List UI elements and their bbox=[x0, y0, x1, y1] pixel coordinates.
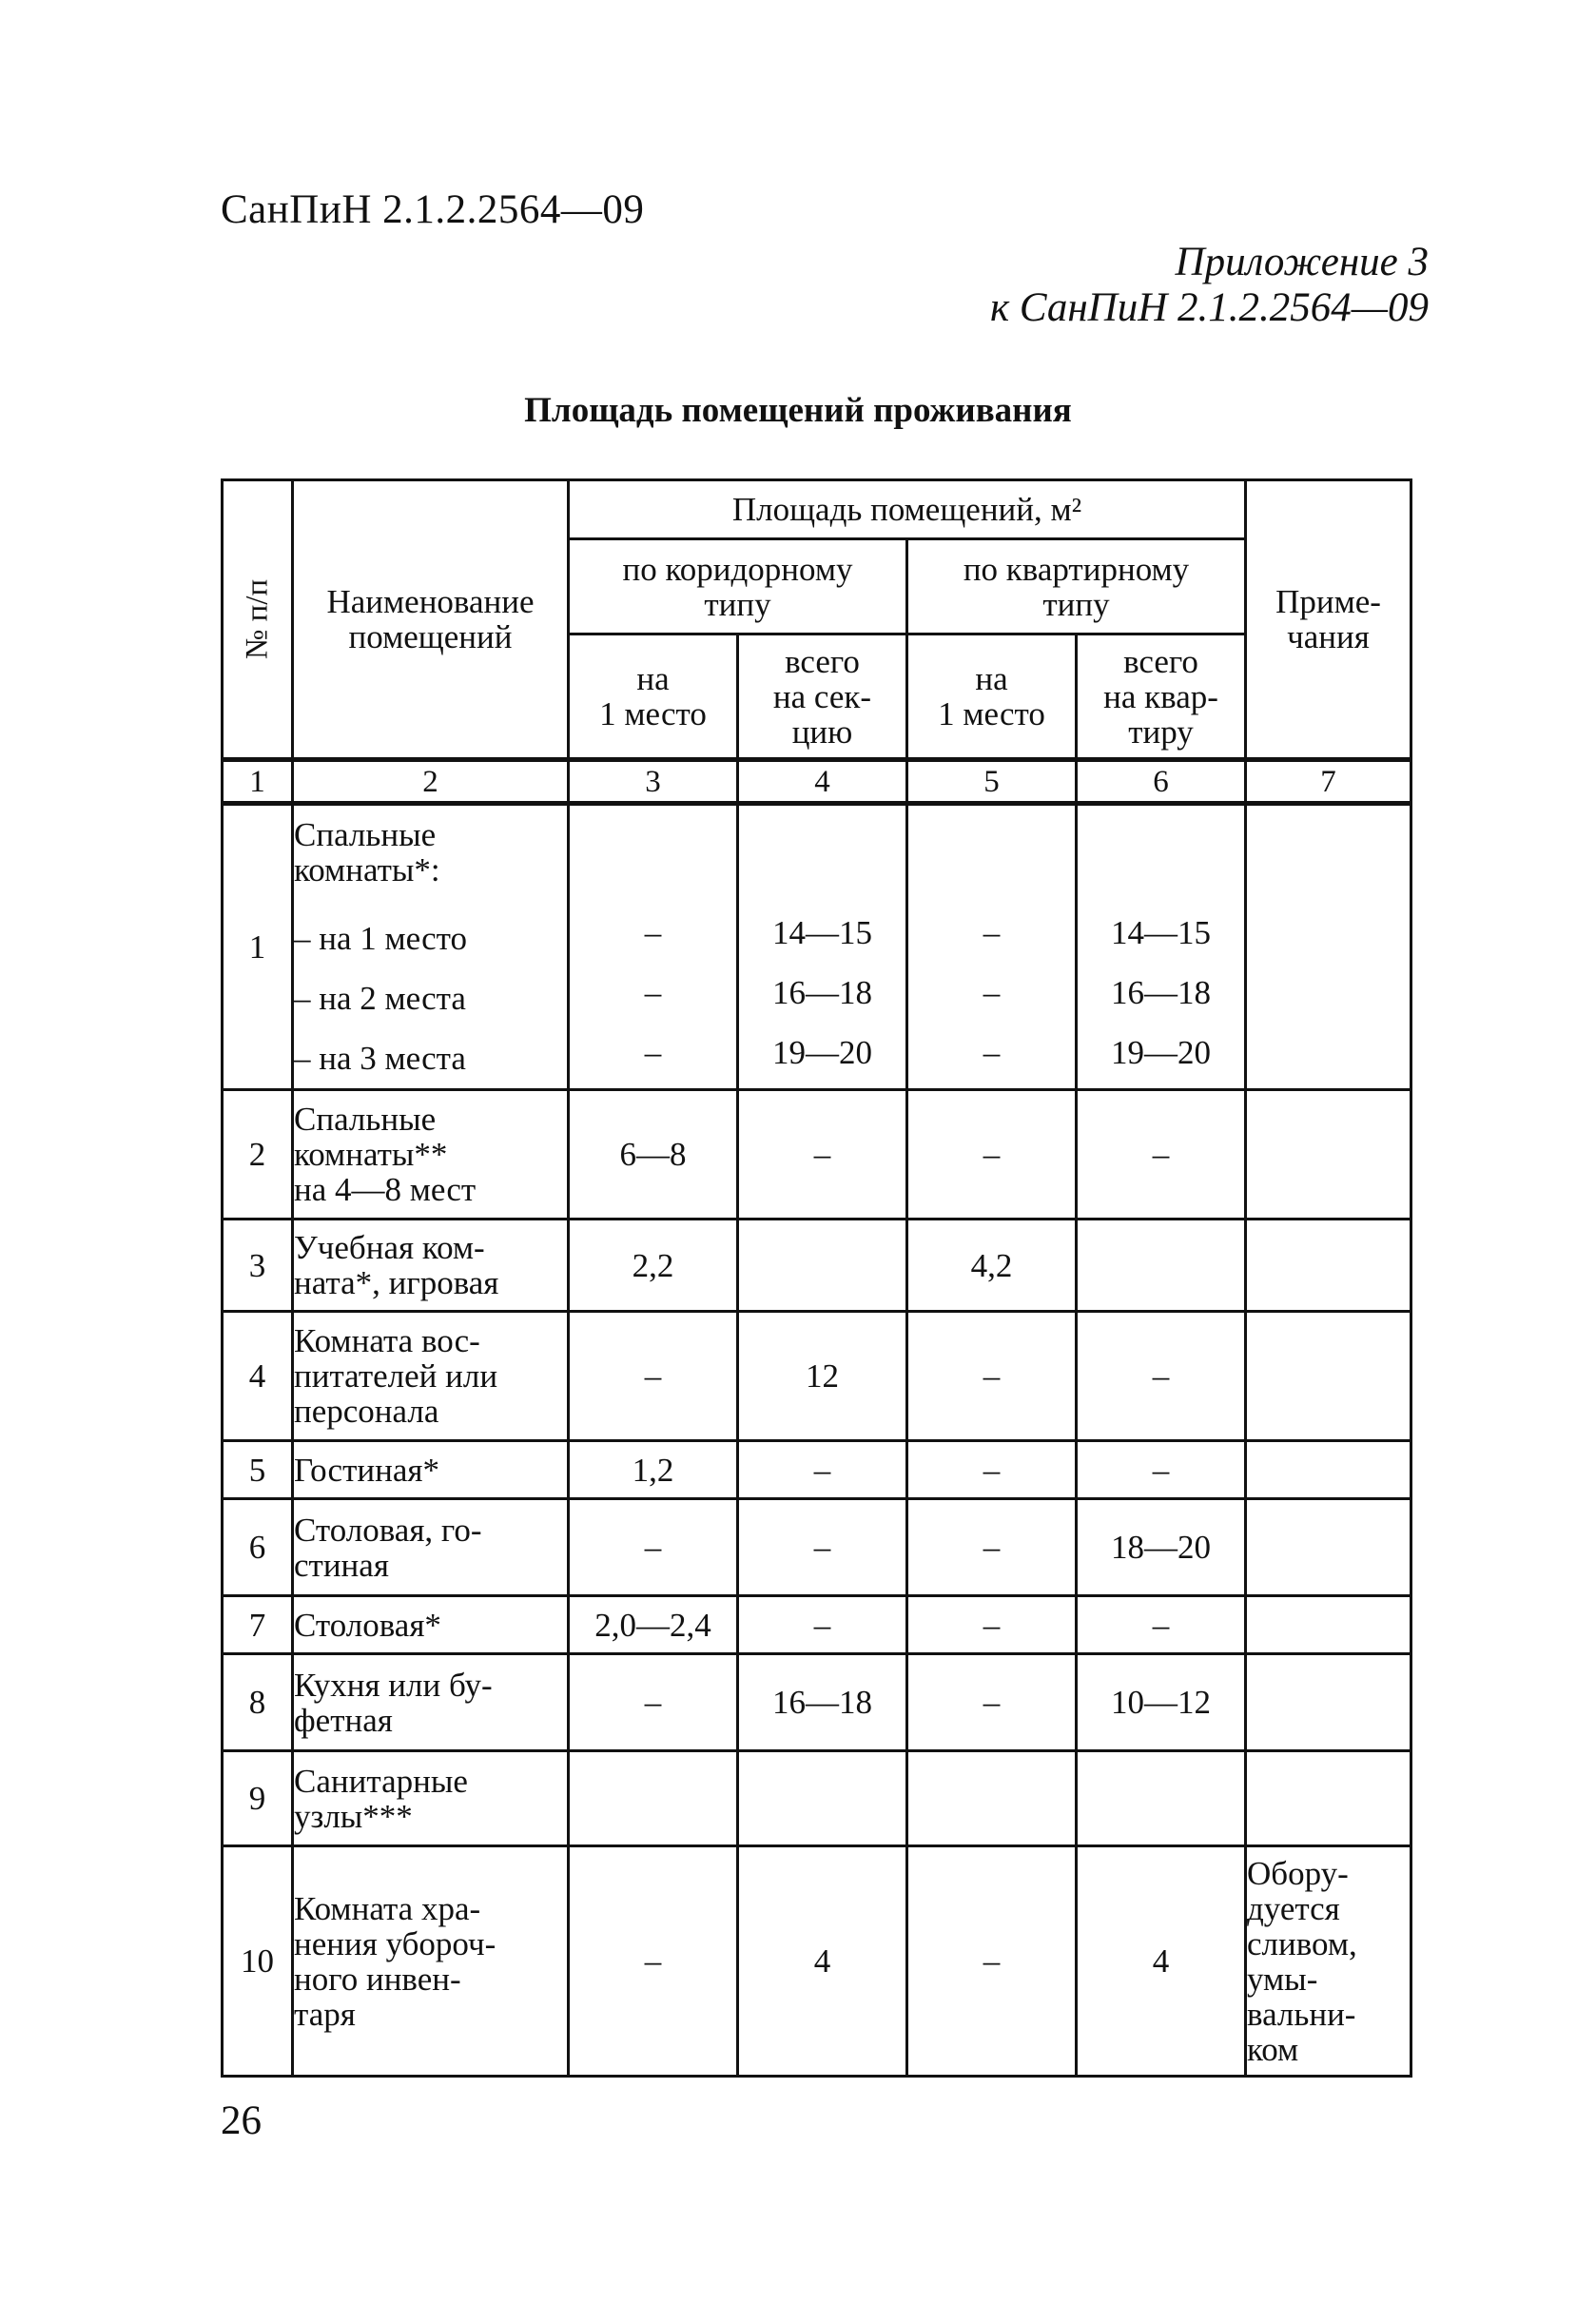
header-line: на bbox=[636, 660, 670, 697]
header-line: типу bbox=[1042, 585, 1110, 623]
value: – bbox=[738, 1090, 907, 1220]
value bbox=[738, 1751, 907, 1846]
room-name bbox=[293, 1090, 569, 1220]
value: – bbox=[644, 974, 662, 1011]
room-name-line: комнаты** bbox=[294, 1136, 448, 1173]
value: 10—12 bbox=[1077, 1654, 1246, 1751]
row-number: 7 bbox=[223, 1596, 293, 1654]
value bbox=[738, 1220, 907, 1312]
value: – bbox=[569, 1312, 738, 1441]
header-num-label: № п/п bbox=[240, 578, 274, 660]
value: – bbox=[569, 1499, 738, 1596]
room-name-line: ного инвен- bbox=[294, 1960, 461, 1998]
header-line: тиру bbox=[1128, 712, 1194, 751]
cell-notes bbox=[1246, 804, 1411, 1090]
value bbox=[1077, 1220, 1246, 1312]
room-name-line: Столовая, го- bbox=[294, 1511, 482, 1549]
value: – bbox=[983, 974, 1001, 1011]
value: – bbox=[1077, 1312, 1246, 1441]
room-name-line: Комната хра- bbox=[294, 1889, 481, 1927]
room-name-line: Учебная ком- bbox=[294, 1229, 485, 1266]
header-corridor-type bbox=[569, 539, 907, 634]
cell-notes bbox=[1246, 1499, 1411, 1596]
value: – bbox=[738, 1499, 907, 1596]
room-name bbox=[293, 1441, 569, 1499]
note-line: Обору- bbox=[1247, 1854, 1349, 1892]
room-name bbox=[293, 1596, 569, 1654]
table-row bbox=[223, 1220, 1411, 1312]
room-name-line: нения убороч- bbox=[294, 1924, 496, 1962]
column-index: 6 bbox=[1077, 760, 1246, 804]
value bbox=[1077, 1751, 1246, 1846]
cell-corridor-per-place bbox=[569, 804, 738, 1090]
header-name-line: помещений bbox=[348, 618, 513, 655]
value: 1,2 bbox=[569, 1441, 738, 1499]
table-row bbox=[223, 1312, 1411, 1441]
cell-notes bbox=[1246, 1312, 1411, 1441]
sub-item-label: – на 2 места bbox=[294, 980, 466, 1017]
value: 14—15 bbox=[1111, 914, 1211, 951]
row-number: 5 bbox=[223, 1441, 293, 1499]
header-notes-line: Приме- bbox=[1275, 583, 1381, 620]
header-row-number bbox=[223, 480, 293, 760]
room-name-line: комнаты*: bbox=[294, 851, 440, 888]
value: – bbox=[1077, 1090, 1246, 1220]
value bbox=[907, 1751, 1077, 1846]
value: 2,0—2,4 bbox=[569, 1596, 738, 1654]
cell-corridor-per-section bbox=[738, 804, 907, 1090]
note-line: дуется bbox=[1247, 1889, 1340, 1927]
cell-notes bbox=[1246, 1654, 1411, 1751]
header-line: 1 место bbox=[599, 695, 707, 732]
cell-notes bbox=[1246, 1441, 1411, 1499]
column-index: 4 bbox=[738, 760, 907, 804]
header-room-name bbox=[293, 480, 569, 760]
value: – bbox=[569, 1846, 738, 2077]
room-name-line: Спальные bbox=[294, 1101, 437, 1138]
value: 4,2 bbox=[907, 1220, 1077, 1312]
header-line: на bbox=[975, 660, 1008, 697]
room-name-line: Спальные bbox=[294, 816, 437, 853]
row-number: 2 bbox=[223, 1090, 293, 1220]
header-apartment-type bbox=[907, 539, 1246, 634]
note-line: умы- bbox=[1247, 1960, 1318, 1998]
area-table bbox=[221, 478, 1412, 2078]
column-index-row bbox=[223, 760, 1411, 804]
room-name bbox=[293, 1312, 569, 1441]
table-row bbox=[223, 1441, 1411, 1499]
value: 19—20 bbox=[1111, 1034, 1211, 1071]
room-name-line: Гостиная* bbox=[294, 1451, 439, 1489]
value: 4 bbox=[1077, 1846, 1246, 2077]
value: 14—15 bbox=[772, 914, 872, 951]
cell-apartment-total bbox=[1077, 804, 1246, 1090]
value: – bbox=[983, 1034, 1001, 1071]
row-number: 10 bbox=[223, 1846, 293, 2077]
value: – bbox=[1077, 1441, 1246, 1499]
row-number: 4 bbox=[223, 1312, 293, 1441]
table-row bbox=[223, 1596, 1411, 1654]
value: – bbox=[907, 1499, 1077, 1596]
room-name-line: питателей или bbox=[294, 1357, 498, 1395]
table-row bbox=[223, 1654, 1411, 1751]
column-index: 3 bbox=[569, 760, 738, 804]
value: 12 bbox=[738, 1312, 907, 1441]
appendix-reference bbox=[990, 240, 1429, 331]
value: 4 bbox=[738, 1846, 907, 2077]
header-notes-line: чания bbox=[1287, 618, 1370, 655]
value: – bbox=[569, 1654, 738, 1751]
document-code: СанПиН 2.1.2.2564—09 bbox=[221, 187, 645, 232]
row-number: 9 bbox=[223, 1751, 293, 1846]
column-index: 1 bbox=[223, 760, 293, 804]
room-name-line: таря bbox=[294, 1995, 356, 2033]
header-line: на квар- bbox=[1103, 677, 1218, 715]
value: – bbox=[907, 1090, 1077, 1220]
header-per-section bbox=[738, 634, 907, 760]
row-number: 3 bbox=[223, 1220, 293, 1312]
header-name-line: Наименование bbox=[326, 583, 535, 620]
table-row bbox=[223, 1751, 1411, 1846]
header-line: по квартирному bbox=[963, 550, 1190, 588]
room-name bbox=[293, 1751, 569, 1846]
cell-notes bbox=[1246, 1596, 1411, 1654]
value: – bbox=[907, 1846, 1077, 2077]
header-per-apartment bbox=[1077, 634, 1246, 760]
room-name bbox=[293, 804, 569, 1090]
value: – bbox=[738, 1441, 907, 1499]
room-name bbox=[293, 1654, 569, 1751]
room-name-line: персонала bbox=[294, 1393, 439, 1430]
room-name-line: ната*, игровая bbox=[294, 1264, 499, 1301]
value: 2,2 bbox=[569, 1220, 738, 1312]
value: – bbox=[907, 1654, 1077, 1751]
row-number: 8 bbox=[223, 1654, 293, 1751]
room-name bbox=[293, 1499, 569, 1596]
row-number: 6 bbox=[223, 1499, 293, 1596]
table-title: Площадь помещений проживания bbox=[524, 391, 1072, 430]
header-per-place bbox=[569, 634, 738, 760]
value: 16—18 bbox=[772, 974, 872, 1011]
note-line: ком bbox=[1247, 2030, 1299, 2068]
cell-notes bbox=[1246, 1220, 1411, 1312]
value: 6—8 bbox=[569, 1090, 738, 1220]
note-line: сливом, bbox=[1247, 1924, 1357, 1962]
value: 16—18 bbox=[1111, 974, 1211, 1011]
cell-notes bbox=[1246, 1090, 1411, 1220]
table-row bbox=[223, 804, 1411, 1090]
header-per-place-apartment bbox=[907, 634, 1077, 760]
sub-item-label: – на 3 места bbox=[294, 1040, 466, 1077]
header-line: цию bbox=[791, 712, 853, 751]
cell-notes bbox=[1246, 1846, 1411, 2077]
value: – bbox=[907, 1441, 1077, 1499]
header-line: типу bbox=[704, 585, 771, 623]
room-name-line: фетная bbox=[294, 1701, 393, 1739]
header-line: на сек- bbox=[772, 677, 872, 715]
value: – bbox=[983, 914, 1001, 951]
value: – bbox=[738, 1596, 907, 1654]
room-name-line: стиная bbox=[294, 1546, 389, 1584]
room-name bbox=[293, 1846, 569, 2077]
header-area: Площадь помещений, м² bbox=[569, 480, 1246, 539]
room-name-line: узлы*** bbox=[294, 1797, 413, 1835]
header-line: по коридорному bbox=[622, 550, 853, 588]
row-number: 1 bbox=[223, 804, 293, 1090]
appendix-line: Приложение 3 bbox=[1175, 240, 1429, 284]
value: 19—20 bbox=[772, 1034, 872, 1071]
room-name-line: Санитарные bbox=[294, 1762, 468, 1800]
value: – bbox=[907, 1312, 1077, 1441]
column-index: 7 bbox=[1246, 760, 1411, 804]
room-name-line: Кухня или бу- bbox=[294, 1666, 493, 1704]
room-name-line: Комната вос- bbox=[294, 1322, 480, 1359]
note-line: вальни- bbox=[1247, 1995, 1356, 2033]
value: – bbox=[1077, 1596, 1246, 1654]
room-name-line: Столовая* bbox=[294, 1606, 441, 1644]
column-index: 5 bbox=[907, 760, 1077, 804]
cell-notes bbox=[1246, 1751, 1411, 1846]
header-line: 1 место bbox=[938, 695, 1045, 732]
header-line: всего bbox=[1123, 642, 1198, 680]
page-number: 26 bbox=[221, 2098, 262, 2143]
cell-apartment-per-place bbox=[907, 804, 1077, 1090]
value: – bbox=[644, 1034, 662, 1071]
value: 16—18 bbox=[738, 1654, 907, 1751]
header-line: всего bbox=[785, 642, 860, 680]
table-row bbox=[223, 1846, 1411, 2077]
value: – bbox=[644, 914, 662, 951]
value: – bbox=[907, 1596, 1077, 1654]
value bbox=[569, 1751, 738, 1846]
sub-item-label: – на 1 место bbox=[294, 920, 467, 957]
value: 18—20 bbox=[1077, 1499, 1246, 1596]
room-name-line: на 4—8 мест bbox=[294, 1171, 477, 1208]
appendix-line: к СанПиН 2.1.2.2564—09 bbox=[989, 285, 1429, 330]
header-notes bbox=[1246, 480, 1411, 760]
room-name bbox=[293, 1220, 569, 1312]
table-row bbox=[223, 1090, 1411, 1220]
table-row bbox=[223, 1499, 1411, 1596]
column-index: 2 bbox=[293, 760, 569, 804]
